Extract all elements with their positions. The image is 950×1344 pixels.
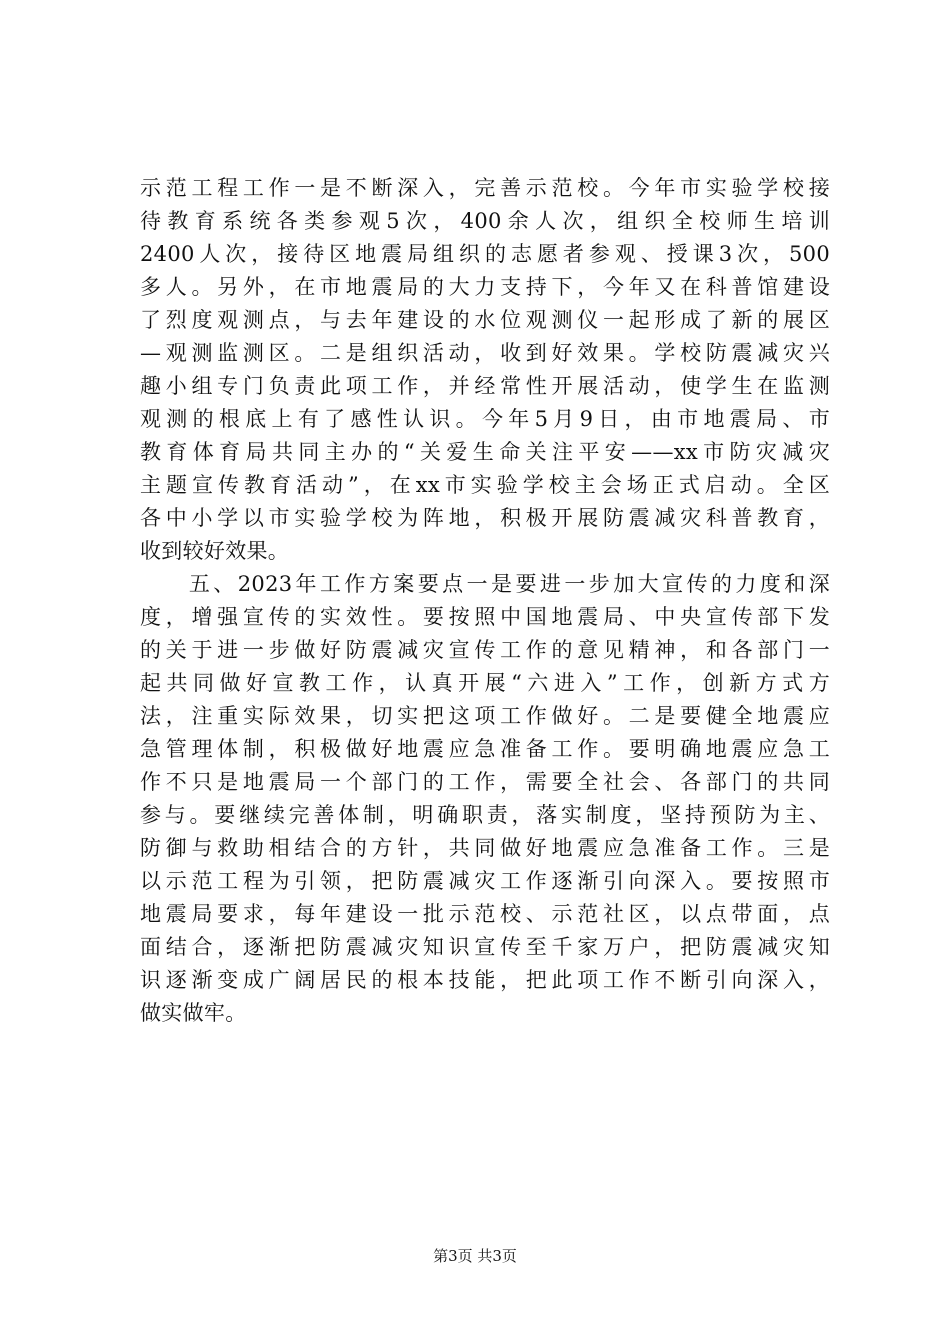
text-line: 起共同做好宣教工作，认真开展“六进入”工作，创新方式方 xyxy=(140,671,830,695)
text-line: 做实做牢。 xyxy=(140,1001,247,1025)
text-line: 防御与救助相结合的方针，共同做好地震应急准备工作。三是 xyxy=(140,836,830,860)
text-line: 多人。另外，在市地震局的大力支持下，今年又在科普馆建设 xyxy=(140,275,830,299)
text-line: 参与。要继续完善体制，明确职责，落实制度，坚持预防为主、 xyxy=(140,803,830,827)
text-line: 收到较好效果。 xyxy=(140,539,290,563)
text-line: 了烈度观测点，与去年建设的水位观测仪一起形成了新的展区 xyxy=(140,308,830,332)
text-line: 作不只是地震局一个部门的工作，需要全社会、各部门的共同 xyxy=(140,770,830,794)
text-line: 五、2023年工作方案要点一是要进一步加大宣传的力度和深 xyxy=(140,572,830,596)
text-line: 观测的根底上有了感性认识。今年5月9日，由市地震局、市 xyxy=(140,407,830,431)
text-line: 面结合，逐渐把防震减灾知识宣传至千家万户，把防震减灾知 xyxy=(140,935,830,959)
page-number-footer: 第3页 共3页 xyxy=(433,1247,517,1265)
document-body xyxy=(140,172,830,1030)
paragraph-2 xyxy=(140,568,830,1030)
text-line: —观测监测区。二是组织活动，收到好效果。学校防震减灾兴 xyxy=(140,341,830,365)
text-line: 地震局要求，每年建设一批示范校、示范社区，以点带面，点 xyxy=(140,902,830,926)
text-line: 主题宣传教育活动”，在xx市实验学校主会场正式启动。全区 xyxy=(140,473,830,497)
text-line: 以示范工程为引领，把防震减灾工作逐渐引向深入。要按照市 xyxy=(140,869,830,893)
text-line: 趣小组专门负责此项工作，并经常性开展活动，使学生在监测 xyxy=(140,374,830,398)
text-line: 的关于进一步做好防震减灾宣传工作的意见精神，和各部门一 xyxy=(140,638,830,662)
text-line: 度，增强宣传的实效性。要按照中国地震局、中央宣传部下发 xyxy=(140,605,830,629)
text-line: 急管理体制，积极做好地震应急准备工作。要明确地震应急工 xyxy=(140,737,830,761)
text-line: 教育体育局共同主办的“关爱生命关注平安——xx市防灾减灾 xyxy=(140,440,830,464)
paragraph-1 xyxy=(140,172,830,568)
text-line: 示范工程工作一是不断深入，完善示范校。今年市实验学校接 xyxy=(140,176,830,200)
text-line: 识逐渐变成广阔居民的根本技能，把此项工作不断引向深入， xyxy=(140,968,830,992)
text-line: 法，注重实际效果，切实把这项工作做好。二是要健全地震应 xyxy=(140,704,830,728)
text-line: 2400人次，接待区地震局组织的志愿者参观、授课3次，500 xyxy=(140,242,830,266)
text-line: 待教育系统各类参观5次，400余人次，组织全校师生培训 xyxy=(140,209,830,233)
text-line: 各中小学以市实验学校为阵地，积极开展防震减灾科普教育， xyxy=(140,506,830,530)
